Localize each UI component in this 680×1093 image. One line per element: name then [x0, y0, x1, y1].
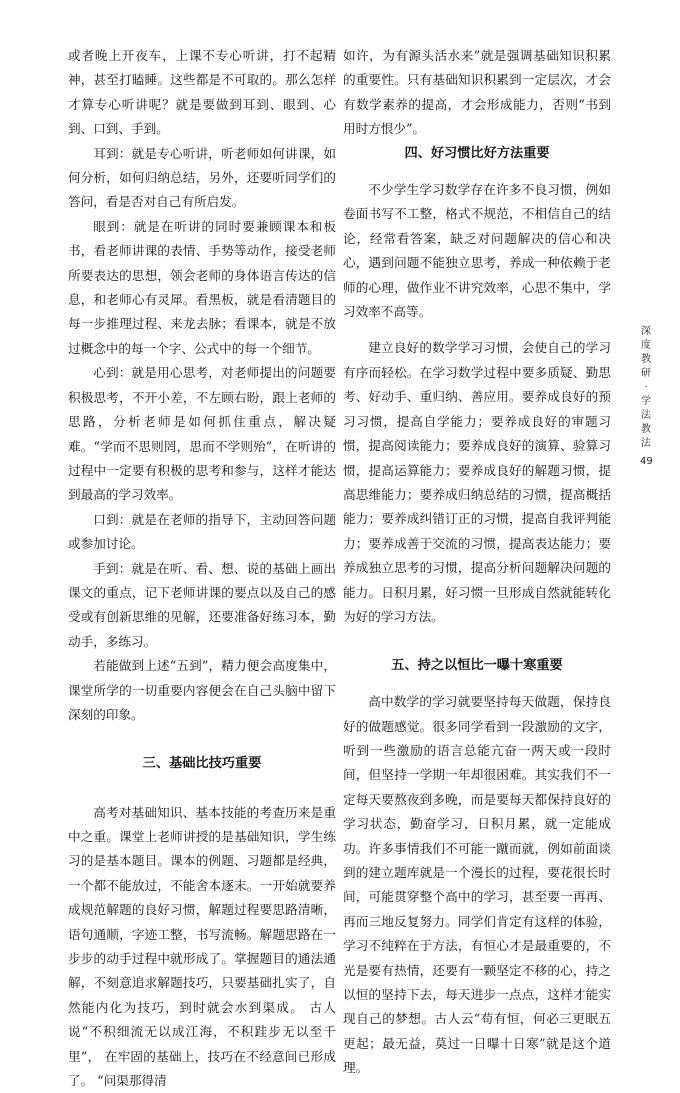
- paragraph: 高考对基础知识、基本技能的考查历来是重中之重。课堂上老师讲授的是基础知识，学生练习的是基本题目。课本的例题、习题都是经典，一个都不能放过，不能舍本逐末。一开始就要养成规范解题的良好习惯，解题过程要思路清晰，语句通顺，字迹工整，书写流畅。解题思路在一步步的动手过程中就形成了。掌握题目的通法通解，不刻意追求解题技巧，只要基础扎实了，自然能内化为技巧，到时就会水到渠成。 古人说“不积细流无以成江海，不积跬步无以至千里”， 在牢固的基础上，技巧在不经意间已形成了。 “问渠那得清: [68, 804, 336, 1089]
- page-number: 49: [640, 456, 653, 467]
- left-column: [68, 44, 336, 1093]
- paragraph: 不少学生学习数学存在许多不良习惯，例如卷面书写不工整，格式不规范，不相信自己的结论，经常看答案，缺乏对问题解决的信心和决心，遇到问题不能独立思考，养成一种依赖于老师的心理，做作业不讲究效率，心思不集中，学习效率不高等。: [343, 182, 611, 320]
- right-column: [343, 44, 611, 1081]
- section-heading: 五、持之以恒比一曝十寒重要: [391, 657, 563, 673]
- side-char: 研: [641, 368, 651, 379]
- paragraph: 心到：就是用心思考，对老师提出的问题要积极思考，不开小差，不左顾右盼，跟上老师的思路，分析老师是如何抓住重点，解决疑难。“学而不思则罔，思而不学则殆”，在听讲的过程中一定要有积极的思考和参与，这样才能达到最高的学习效率。: [68, 365, 336, 503]
- paragraph: 耳到：就是专心听讲，听老师如何讲课，如何分析，如何归纳总结，另外，还要听同学们的答问，看是否对自己有所启发。: [68, 145, 336, 210]
- section-heading: 三、基础比技巧重要: [142, 755, 262, 771]
- side-char: 度: [641, 340, 651, 351]
- paragraph: 高中数学的学习就要坚持每天做题，保持良好的做题感觉。很多同学看到一段激励的文字，听到一些激励的语言总能亢奋一两天或一段时间，但坚持一学期一年却很困难。其实我们不一定每天要熬夜到多晚，而是要每天都保持良好的学习状态，勤奋学习，日积月累，就一定能成功。许多事情我们不可能一蹴而就，例如前面谈到的建立题库就是一个漫长的过程，要花很长时间，可能贯穿整个高中的学习，甚至要一再再、再而三地反复努力。同学们肯定有这样的体验，学习不纯粹在于方法，有恒心才是最重要的，不光是要有热情，还要有一颗坚定不移的心，持之以恒的坚持下去，每天进步一点点，这样才能实现自己的梦想。古人云“苟有恒，何必三更眠五更起；最无益，莫过一日曝十日寒”就是这个道理。: [343, 694, 611, 1076]
- section-heading: 四、好习惯比好方法重要: [404, 145, 550, 161]
- paragraph: 建立良好的数学学习习惯，会使自己的学习有序而轻松。在学习数学过程中要多质疑、勤思考、好动手、重归纳、善应用。要养成良好的预习习惯，提高自学能力；要养成良好的审题习惯，提高阅读能力；要养成良好的演算、验算习惯，提高运算能力；要养成良好的解题习惯，提高思维能力；要养成归纳总结的习惯，提高概括能力；要养成纠错订正的习惯，提高自我评判能力；要养成善于交流的习惯，提高表达能力；要养成独立思考的习惯，提高分析问题解决问题的能力。日积月累，好习惯一旦形成自然就能转化为好的学习方法。: [343, 340, 611, 624]
- side-char: 教: [641, 354, 651, 365]
- paragraph: 口到：就是在老师的指导下，主动回答问题或参加讨论。: [68, 511, 336, 552]
- side-dot: ·: [644, 382, 648, 393]
- side-char: 法: [641, 438, 651, 449]
- side-column-label: [637, 325, 655, 451]
- side-char: 教: [641, 424, 651, 435]
- paragraph: 如许，为有源头活水来”就是强调基础知识积累的重要性。只有基础知识积累到一定层次，才会有数学素养的提高，才会形成能力，否则“书到用时方恨少”。: [343, 48, 611, 137]
- paragraph: 眼到：就是在听讲的同时要兼顾课本和板书，看老师讲课的表情、手势等动作，接受老师所要表达的思想，领会老师的身体语言传达的信息，和老师心有灵犀。看黑板，就是看清题目的每一步推理过程、来龙去脉；看课本，就是不放过概念中的每一个字、公式中的每一个细节。: [68, 218, 336, 356]
- side-char: 学: [641, 396, 651, 407]
- paragraph: 若能做到上述“五到”，精力便会高度集中，课堂所学的一切重要内容便会在自己头脑中留下深刻的印象。: [68, 658, 336, 722]
- paragraph: 或者晚上开夜车，上课不专心听讲，打不起精神，甚至打瞌睡。这些都是不可取的。那么怎样才算专心听讲呢？就是要做到耳到、眼到、心到、口到、手到。: [68, 48, 336, 137]
- side-char: 法: [641, 410, 651, 421]
- side-char: 深: [641, 326, 651, 337]
- paragraph: 手到：就是在听、看、想、说的基础上画出课文的重点，记下老师讲课的要点以及自己的感受或有创新思维的见解，还要准备好练习本，勤动手，多练习。: [68, 560, 336, 649]
